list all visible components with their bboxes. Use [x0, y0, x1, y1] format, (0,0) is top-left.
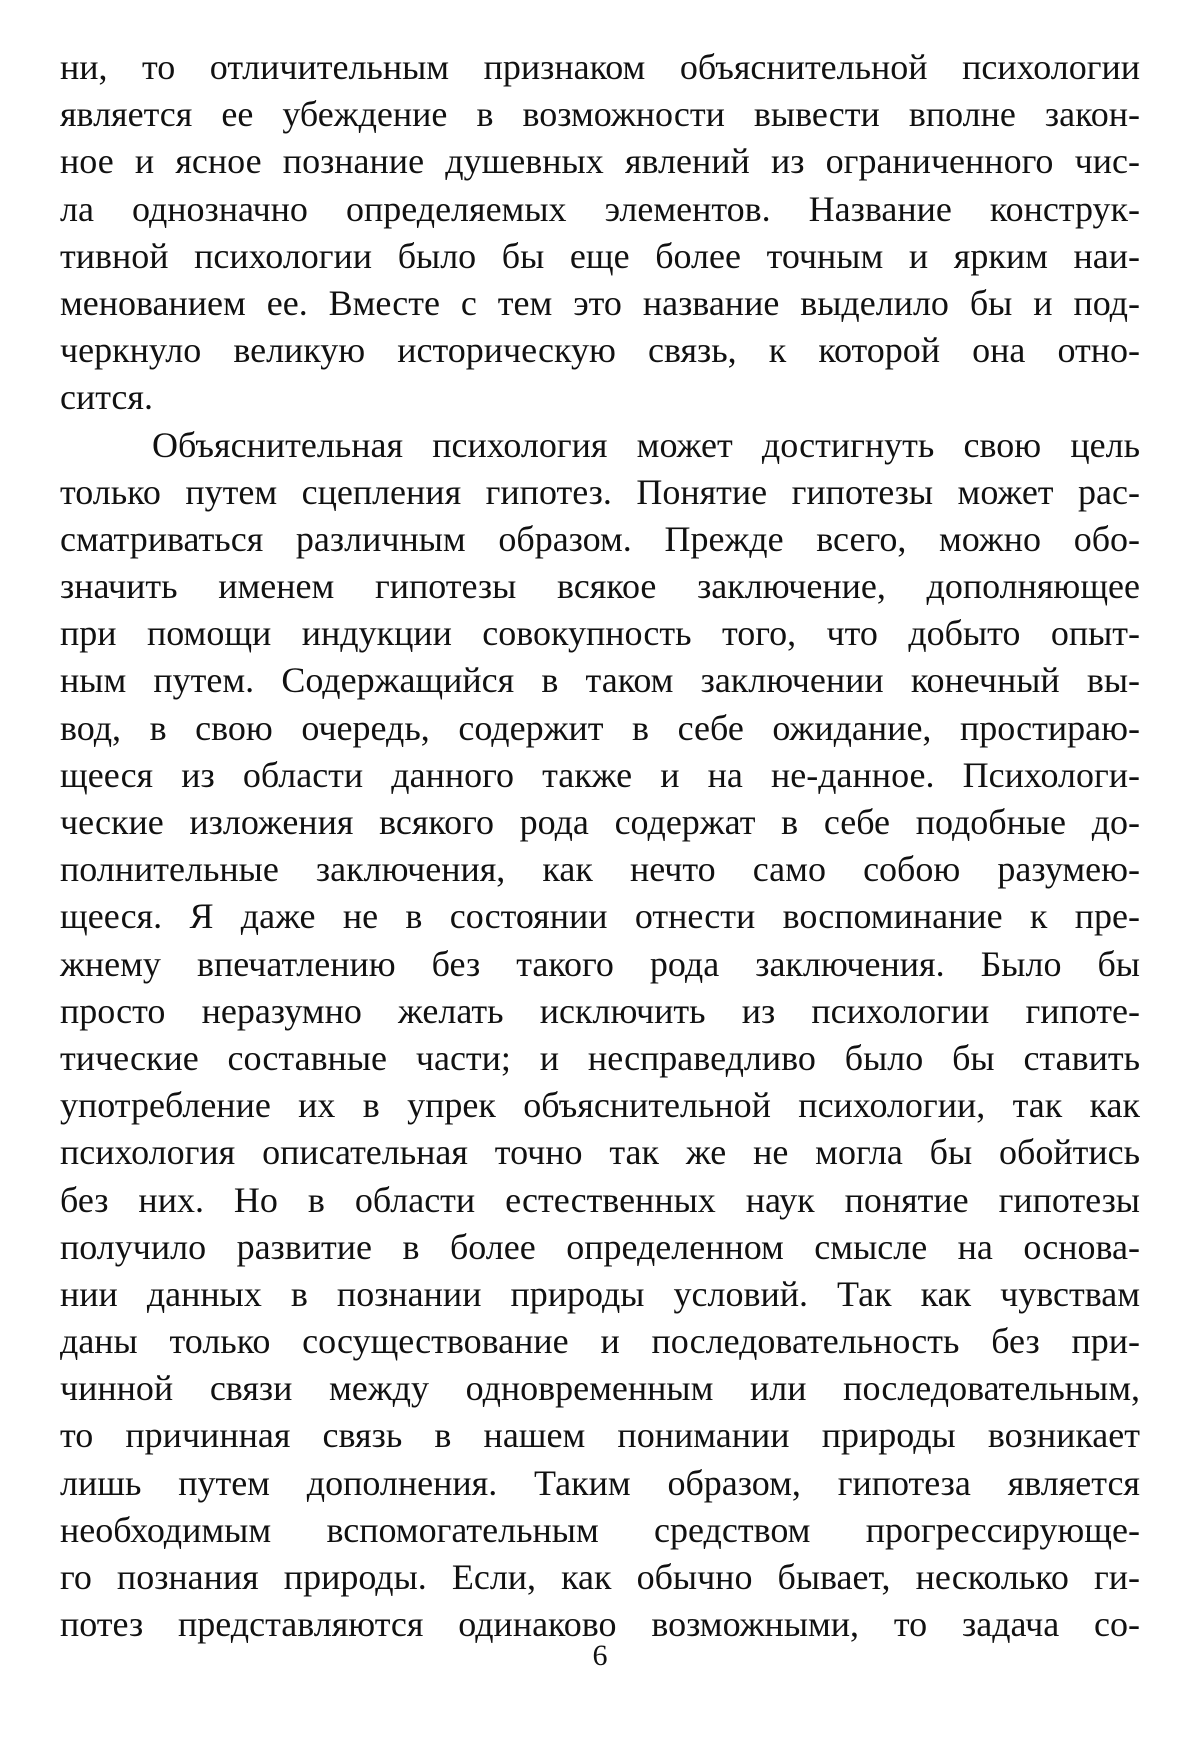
text-line: то причинная связь в нашем понимании природы возникает: [60, 1415, 1140, 1456]
text-line: при помощи индукции совокупность того, что добыто опыт-: [60, 613, 1140, 654]
paragraph-1: [60, 44, 1140, 422]
text-line: даны только сосуществование и последовательность без при-: [60, 1321, 1140, 1362]
text-line: тивной психологии было бы еще более точным и ярким наи-: [60, 235, 1140, 276]
text-line: тические составные части; и несправедливо было бы ставить: [60, 1037, 1140, 1078]
text-line: ное и ясное познание душевных явлений из ограниченного чис-: [60, 141, 1140, 182]
text-line: нии данных в познании природы условий. Так как чувствам: [60, 1273, 1140, 1314]
text-line: ческие изложения всякого рода содержат в себе подобные до-: [60, 802, 1140, 842]
page-number: 6: [592, 1639, 608, 1672]
text-line: употребление их в упрек объяснительной психологии, так как: [60, 1085, 1140, 1126]
text-line: вод, в свою очередь, содержит в себе ожидание, простираю-: [60, 707, 1140, 748]
text-line: ным путем. Содержащийся в таком заключении конечный вы-: [60, 660, 1140, 701]
text-line: го познания природы. Если, как обычно бывает, несколько ги-: [60, 1557, 1140, 1597]
text-line: ни, то отличительным признаком объяснительной психологии: [60, 47, 1140, 87]
text-line: сится.: [60, 377, 153, 418]
text-line: жнему впечатлению без такого рода заключения. Было бы: [60, 943, 1140, 984]
body-text: [60, 44, 1140, 1648]
text-line: лишь путем дополнения. Таким образом, гипотеза является: [60, 1462, 1140, 1503]
text-line: менованием ее. Вместе с тем это название выделило бы и под-: [60, 282, 1140, 323]
text-line: является ее убеждение в возможности вывести вполне закон-: [60, 94, 1140, 135]
text-line: черкнуло великую историческую связь, к которой она отно-: [60, 330, 1140, 371]
text-line: получило развитие в более определенном смысле на основа-: [60, 1226, 1140, 1267]
text-line: психология описательная точно так же не могла бы обойтись: [60, 1132, 1140, 1173]
text-line: без них. Но в области естественных наук понятие гипотезы: [60, 1179, 1140, 1220]
text-line: полнительные заключения, как нечто само собою разумею-: [60, 849, 1140, 890]
text-line: щееся из области данного также и на не-данное. Психологи-: [60, 754, 1140, 795]
text-line: ла однозначно определяемых элементов. Название конструк-: [60, 188, 1140, 229]
text-line: Объяснительная психология может достигнуть свою цель: [152, 424, 1140, 465]
text-line: просто неразумно желать исключить из психологии гипоте-: [60, 990, 1140, 1031]
text-line: потез представляются одинаково возможными, то задача со-: [60, 1604, 1140, 1645]
paragraph-2: [60, 422, 1140, 1649]
text-line: значить именем гипотезы всякое заключение, дополняющее: [60, 566, 1140, 607]
text-line: только путем сцепления гипотез. Понятие гипотезы может рас-: [60, 471, 1140, 512]
text-line: щееся. Я даже не в состоянии отнести воспоминание к пре-: [60, 896, 1140, 937]
text-line: чинной связи между одновременным или последовательным,: [60, 1368, 1140, 1409]
text-line: необходимым вспомогательным средством прогрессирующе-: [60, 1509, 1140, 1550]
text-line: сматриваться различным образом. Прежде всего, можно обо-: [60, 518, 1140, 559]
